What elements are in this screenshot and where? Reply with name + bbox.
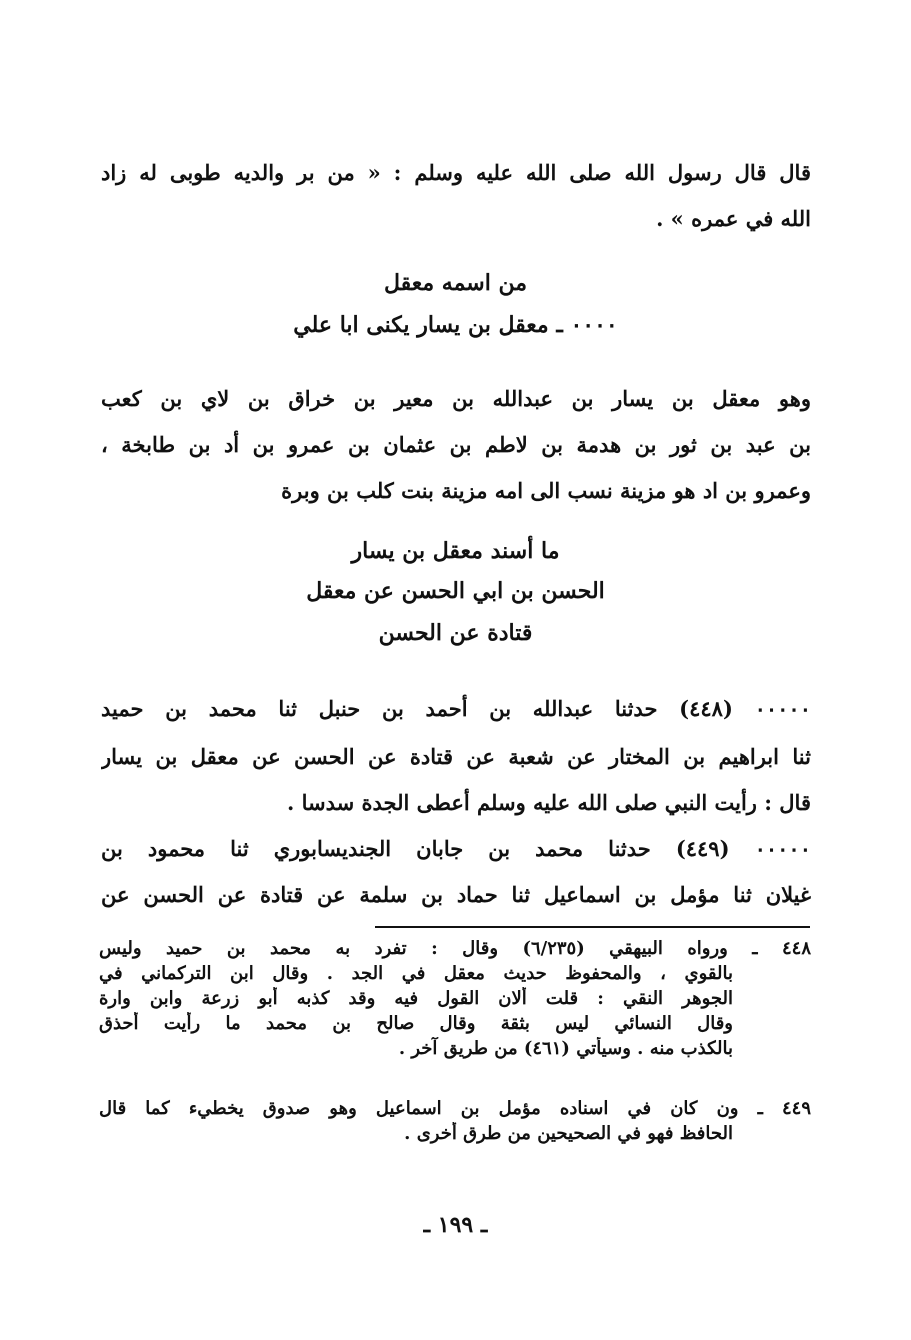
hadith-line-5: غيلان ثنا مؤمل بن اسماعيل ثنا حماد بن سلمة عن قتادة عن الحسن عن: [101, 882, 811, 907]
lineage-line-2: بن عبد بن ثور بن هدمة بن لاطم بن عثمان بن عمرو بن أد بن طابخة ،: [101, 432, 811, 457]
intro-line-1: قال قال رسول الله صلى الله عليه وسلم : « من بر والديه طوبى له زاد: [101, 160, 811, 185]
section-title: من اسمه معقل: [383, 270, 528, 296]
intro-line-2: الله في عمره » .: [656, 206, 811, 231]
footnote-448-line-3: الجوهر النقي : قلت ألان القول فيه وقد كذبه أبو زرعة وابن وارة: [99, 988, 733, 1009]
footnote-449-line-2: الحافظ فهو في الصحيحين من طرق أخرى .: [404, 1123, 733, 1144]
hadith-line-3: قال : رأيت النبي صلى الله عليه وسلم أعطى الجدة سدسا .: [286, 790, 811, 815]
footnote-448-line-2: بالقوي ، والمحفوظ حديث معقل في الجد . وقال ابن التركماني في: [99, 963, 733, 984]
lineage-line-1: وهو معقل بن يسار بن عبدالله بن معير بن خراق بن لاي بن كعب: [101, 386, 811, 411]
footnote-449-line-1: ٤٤٩ ـ ون كان في اسناده مؤمل بن اسماعيل وهو صدوق يخطيء كما قال: [99, 1098, 811, 1119]
chain-heading-2: الحسن بن ابي الحسن عن معقل: [306, 578, 605, 604]
chain-heading-3: قتادة عن الحسن: [378, 620, 533, 646]
hadith-line-2: ثنا ابراهيم بن المختار عن شعبة عن قتادة عن الحسن عن معقل بن يسار: [101, 744, 811, 769]
hadith-line-1: ٠٠٠٠٠ (٤٤٨) حدثنا عبدالله بن أحمد بن حنبل ثنا محمد بن حميد: [101, 696, 811, 721]
lineage-line-3: وعمرو بن اد هو مزينة نسب الى امه مزينة بنت كلب بن وبرة: [281, 478, 811, 503]
hadith-line-4: ٠٠٠٠٠ (٤٤٩) حدثنا محمد بن جابان الجنديسابوري ثنا محمود بن: [101, 836, 811, 861]
page-number: ـ ١٩٩ ـ: [423, 1212, 488, 1238]
footnote-448-line-1: ٤٤٨ ـ ورواه البيهقي (٦/٢٣٥) وقال : تفرد به محمد بن حميد وليس: [99, 938, 811, 959]
footnote-448-line-4: وقال النسائي ليس بثقة وقال صالح بن محمد ما رأيت أحذق: [99, 1013, 733, 1034]
section-subtitle: ٠٠٠٠ ـ معقل بن يسار يكنى ابا علي: [293, 312, 618, 338]
footnote-divider: [375, 926, 810, 928]
footnote-448-line-5: بالكذب منه . وسيأتي (٤٦١) من طريق آخر .: [398, 1038, 733, 1059]
chain-heading-1: ما أسند معقل بن يسار: [351, 538, 560, 564]
